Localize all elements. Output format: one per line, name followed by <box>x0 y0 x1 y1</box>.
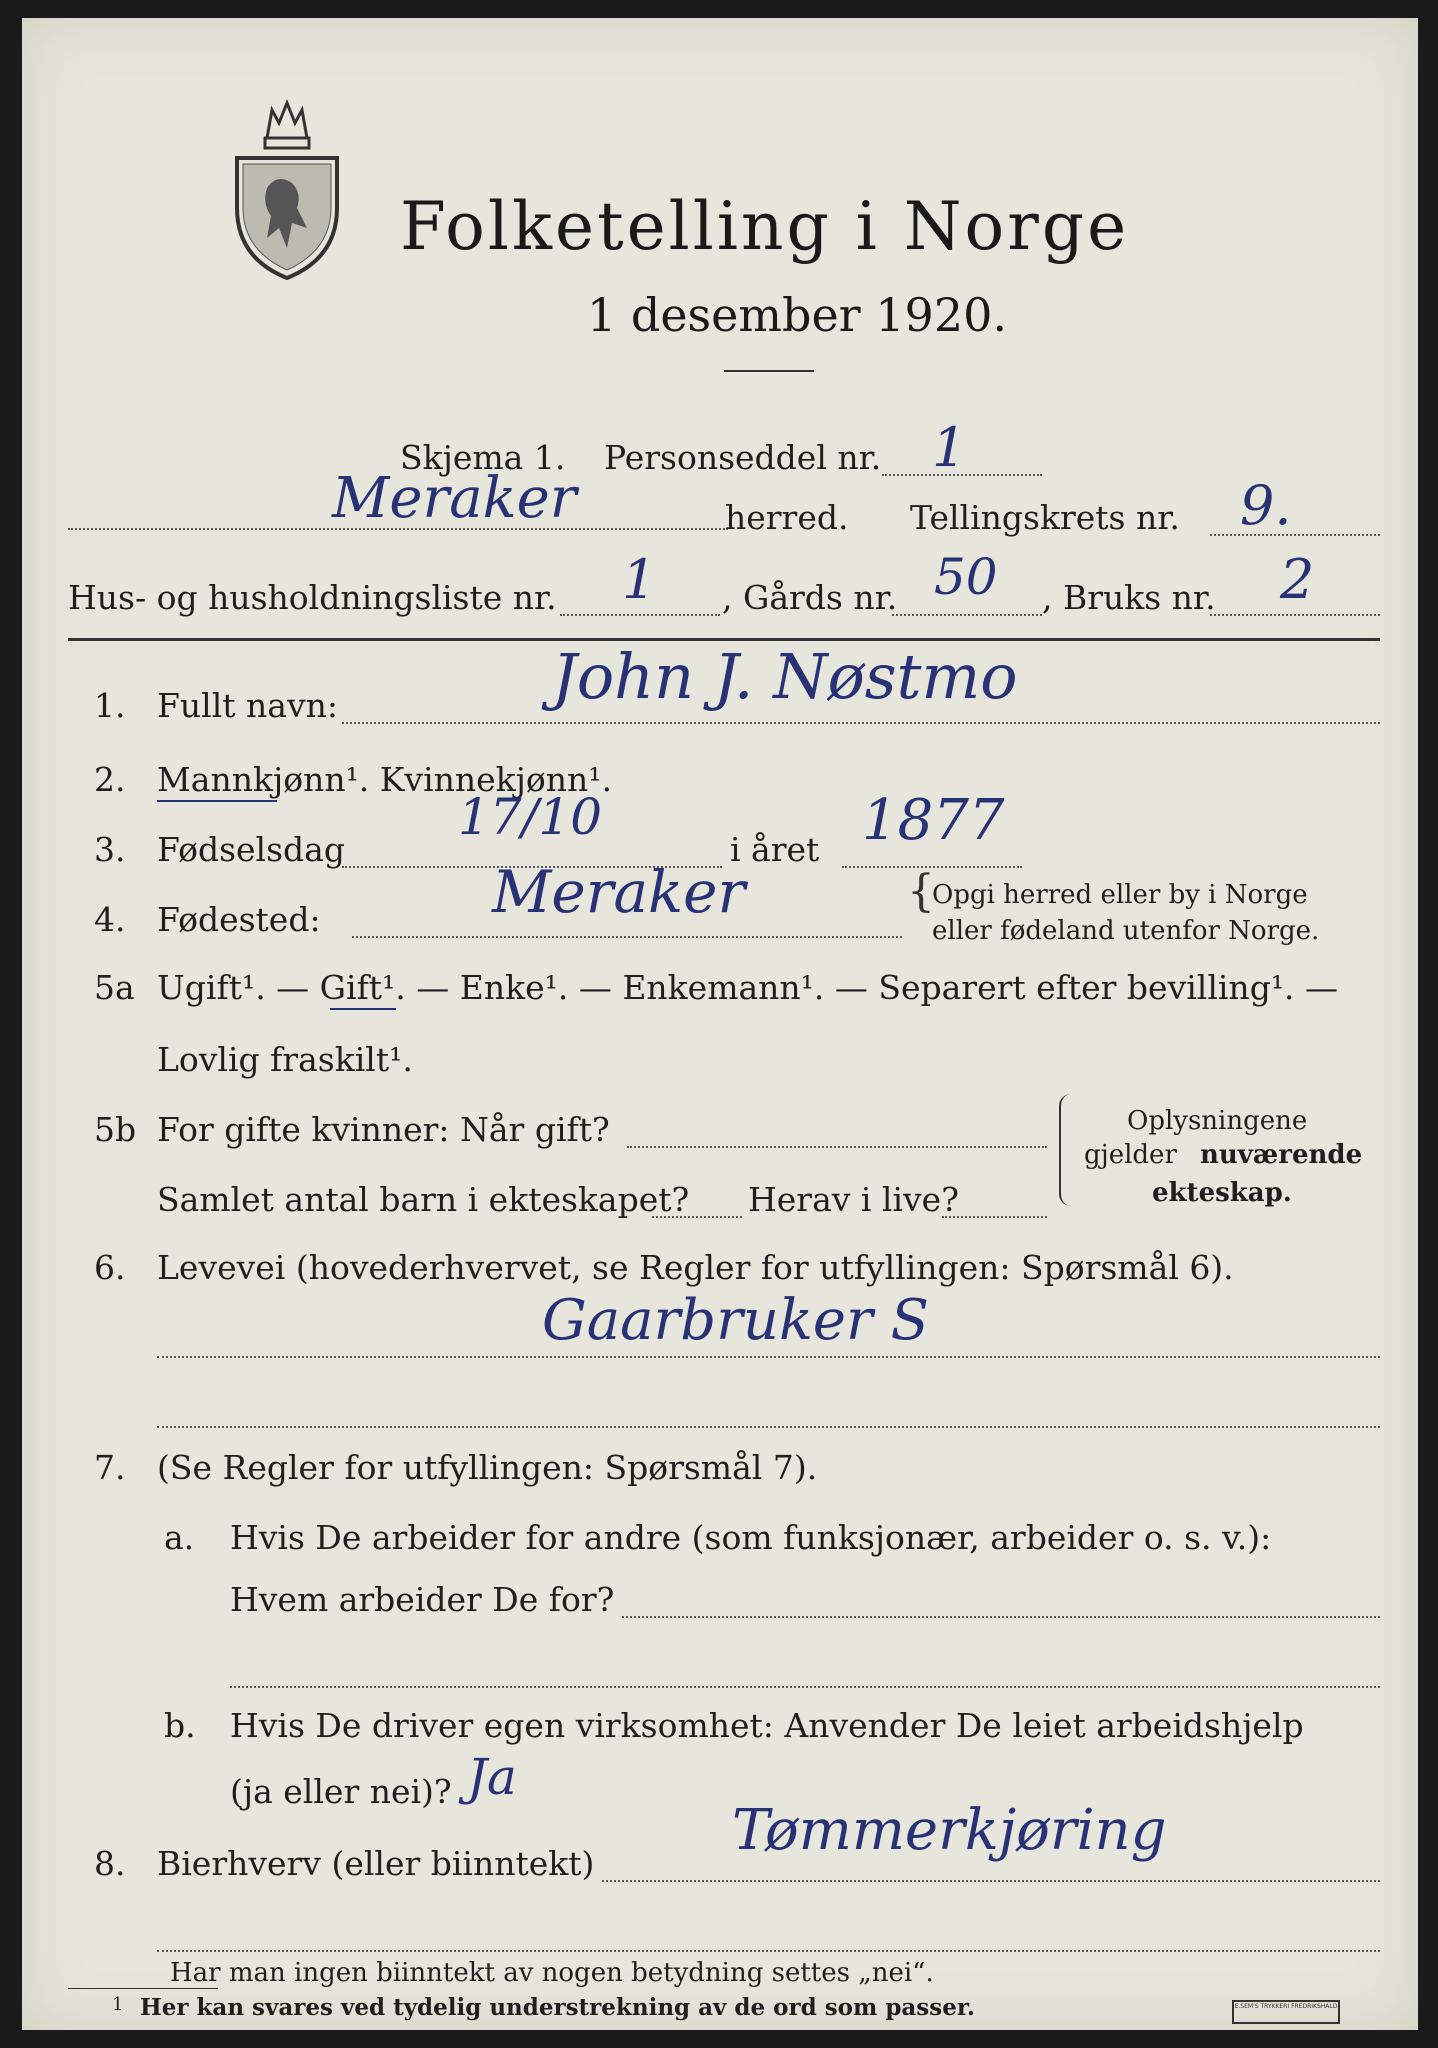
q4-label: Fødested: <box>157 900 321 939</box>
footnote-divider <box>68 1988 218 1989</box>
side-income-label: Bierhverv (eller biinntekt) <box>157 1844 595 1883</box>
skjema-label: Skjema 1. <box>400 438 566 477</box>
bruks-field[interactable] <box>1210 614 1380 616</box>
year-label: i året <box>730 830 820 869</box>
tellingskrets-value: 9. <box>1240 474 1292 537</box>
bruks-value: 2 <box>1280 548 1315 611</box>
birthplace-field[interactable] <box>352 936 902 938</box>
marriage-note-2b: nuværende <box>1200 1140 1363 1170</box>
marriage-note-2a: gjelder <box>1084 1140 1177 1170</box>
hired-help-label: (ja eller nei)? <box>230 1772 452 1811</box>
hired-help-value: Ja <box>467 1748 517 1806</box>
married-underline <box>330 1008 396 1010</box>
birth-year-value: 1877 <box>862 788 1005 853</box>
side-income-field-1[interactable] <box>602 1880 1380 1882</box>
birthplace-note-1: Opgi herred eller by i Norge <box>932 880 1308 910</box>
q3-label: Fødselsdag <box>157 830 345 869</box>
marriage-note-brace <box>1059 1094 1075 1206</box>
no-income-note: Har man ingen biinntekt av nogen betydning settes „nei“. <box>170 1958 934 1988</box>
personseddel-value: 1 <box>932 416 967 479</box>
printer-mark: E.SEM'S TRYKKERI FREDRIKSHALD <box>1232 2000 1340 2024</box>
q5b-number: 5b <box>94 1110 137 1149</box>
married-when-label: For gifte kvinner: Når gift? <box>157 1110 610 1149</box>
marriage-note-1: Oplysningene <box>1127 1106 1308 1136</box>
tellingskrets-label: Tellingskrets nr. <box>910 498 1180 537</box>
birthday-value: 17/10 <box>458 788 603 846</box>
employer-label: Hvem arbeider De for? <box>230 1580 615 1619</box>
employer-field-2[interactable] <box>230 1686 1380 1688</box>
q7-number: 7. <box>94 1448 126 1487</box>
q1-number: 1. <box>94 686 126 725</box>
occupation-field-1[interactable] <box>157 1356 1380 1358</box>
gards-value: 50 <box>934 548 998 606</box>
census-date: 1 desember 1920. <box>587 288 1007 342</box>
q8-number: 8. <box>94 1844 126 1883</box>
birthplace-value: Meraker <box>492 858 746 926</box>
employer-field-1[interactable] <box>622 1616 1380 1618</box>
gender-underline <box>157 800 277 802</box>
children-field[interactable] <box>652 1216 742 1218</box>
q2-number: 2. <box>94 760 126 799</box>
census-form: Folketelling i Norge 1 desember 1920. Skjema 1. Personseddel nr. 1 Meraker herred. Tellingskrets nr. 9. Hus- og husholdningsliste nr. 1 , Gårds nr. 50 , Bruks nr. 2 1. Fullt navn: John J. Nøstmo 2. Mannkjønn¹. Kvinnekjønn¹. 3. Fødselsdag 17/10 i året 1877 4. Fødested: Meraker { Opgi herred eller by i Norge eller fødeland utenfor Norge. 5a Ugift¹. — Gift¹. — Enke¹. — Enkemann¹. — Separert efter bevilling¹. — Lovlig fraskilt¹. 5b For gifte kvinner: Når gift? Samlet antal barn i ekteskapet? Herav i live? Oplysningene gjelder nuværende ekteskap. 6. Levevei (hovederhvervet, se Regler for utfyllingen: Spørsmål 6). Gaarbruker S 7. (Se Regler for utfyllingen: Spørsmål 7). a. Hvis De arbeider for andre (som funksjonær, arbeider o. s. v.): Hvem arbeider De for? b. Hvis De driver egen virksomhet: Anvender De leiet arbeidshjelp (ja eller nei)? Ja 8. Bierhverv (eller biinntekt) Tømmerkjøring Har man ingen biinntekt av nogen betydning settes „nei“. 1 Her kan svares ved tydelig understrekning av de ord som passer. E.SEM'S TRYKKERI FREDRIKSHALD <box>22 18 1418 2030</box>
title-divider <box>724 370 814 372</box>
footnote-mark: 1 <box>112 1994 124 2015</box>
occupation-value: Gaarbruker S <box>542 1288 929 1353</box>
full-name-field[interactable] <box>342 722 1380 724</box>
q7b-text: Hvis De driver egen virksomhet: Anvender De leiet arbeidshjelp <box>230 1706 1304 1745</box>
birthplace-note-2: eller fødeland utenfor Norge. <box>932 916 1320 946</box>
bruks-label: , Bruks nr. <box>1042 578 1216 617</box>
children-alive-label: Herav i live? <box>748 1180 959 1219</box>
q7a-text: Hvis De arbeider for andre (som funksjonær, arbeider o. s. v.): <box>230 1518 1272 1557</box>
marital-status-divorced: Lovlig fraskilt¹. <box>157 1040 413 1079</box>
q6-number: 6. <box>94 1248 126 1287</box>
q1-label: Fullt navn: <box>157 686 338 725</box>
occupation-label: Levevei (hovederhvervet, se Regler for utfyllingen: Spørsmål 6). <box>157 1248 1234 1287</box>
coat-of-arms-icon <box>227 98 347 283</box>
personseddel-label: Personseddel nr. <box>604 438 882 477</box>
gards-field[interactable] <box>892 614 1042 616</box>
side-income-field-2[interactable] <box>157 1950 1380 1952</box>
q7-label: (Se Regler for utfyllingen: Spørsmål 7). <box>157 1448 818 1487</box>
married-when-field[interactable] <box>627 1146 1047 1148</box>
form-title: Folketelling i Norge <box>400 188 1130 265</box>
hus-value: 1 <box>622 548 657 611</box>
occupation-field-2[interactable] <box>157 1426 1380 1428</box>
q3-number: 3. <box>94 830 126 869</box>
marital-status-options: Ugift¹. — Gift¹. — Enke¹. — Enkemann¹. — Separert efter bevilling¹. — <box>157 968 1339 1007</box>
full-name-value: John J. Nøstmo <box>552 640 1018 713</box>
q7b-letter: b. <box>164 1706 196 1745</box>
footnote-text: Her kan svares ved tydelig understrekning av de ord som passer. <box>140 1994 975 2021</box>
children-alive-field[interactable] <box>942 1216 1047 1218</box>
marriage-note-3: ekteskap. <box>1152 1178 1292 1208</box>
gards-label: , Gårds nr. <box>722 578 898 617</box>
q5a-number: 5a <box>94 968 135 1007</box>
q7a-letter: a. <box>164 1518 195 1557</box>
gender-options: Mannkjønn¹. Kvinnekjønn¹. <box>157 760 612 799</box>
side-income-value: Tømmerkjøring <box>732 1798 1167 1863</box>
hus-label: Hus- og husholdningsliste nr. <box>68 578 557 617</box>
herred-value: Meraker <box>332 466 577 531</box>
children-label: Samlet antal barn i ekteskapet? <box>157 1180 690 1219</box>
q4-number: 4. <box>94 900 126 939</box>
herred-label: herred. <box>725 498 849 537</box>
hus-field[interactable] <box>560 614 720 616</box>
tellingskrets-field[interactable] <box>1210 534 1380 536</box>
